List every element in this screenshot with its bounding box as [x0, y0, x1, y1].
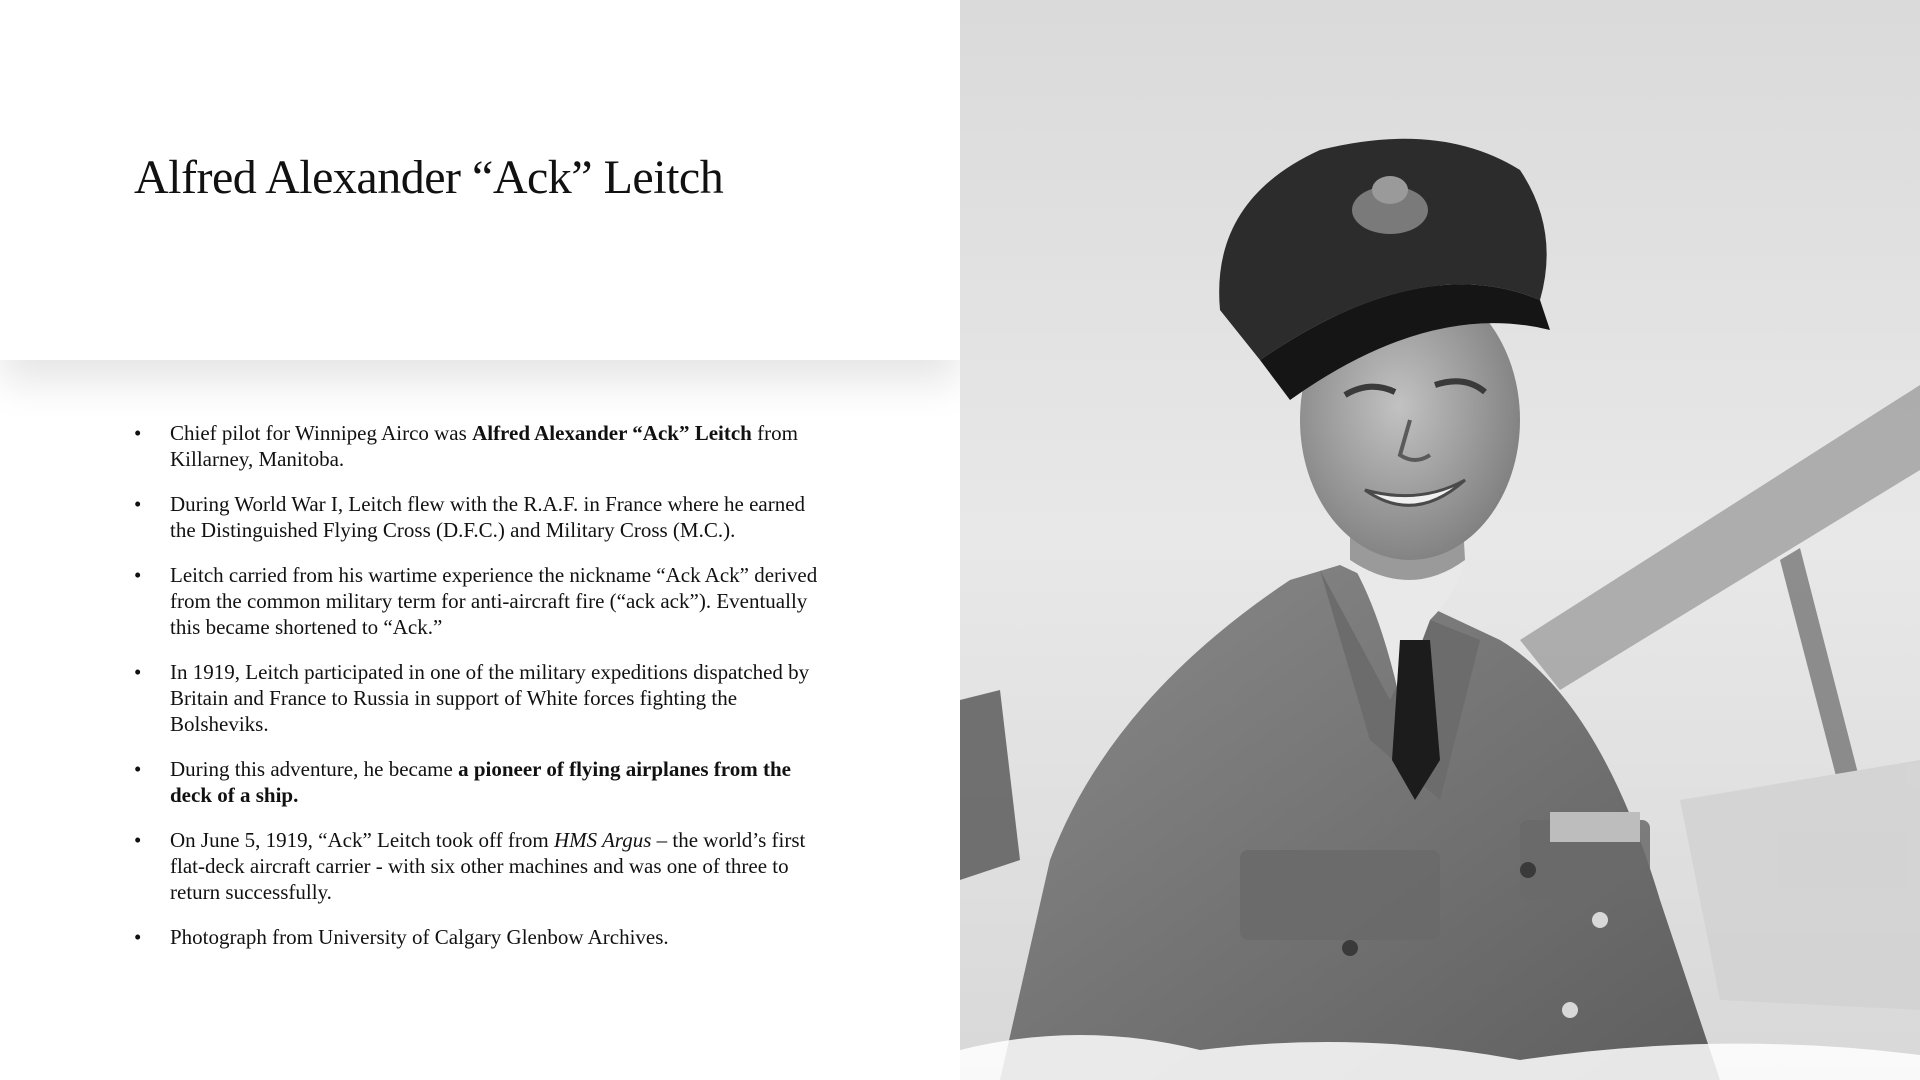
- bullet-text: a pioneer of flying airplanes from the deck of a ship.: [170, 757, 791, 807]
- bullet-list: [134, 420, 834, 969]
- bullet-text: Leitch carried from his wartime experience the nickname “Ack Ack” derived from the common military term for anti-aircraft fire (“ack ack”). Eventually this became shortened to “Ack.”: [170, 563, 818, 639]
- bullet-item: [134, 420, 834, 472]
- bullet-text: – the world’s first flat-deck aircraft carrier - with six other machines and was one of three to return successfully.: [170, 828, 806, 904]
- bullet-marker: •: [134, 660, 142, 684]
- bullet-marker: •: [134, 828, 142, 852]
- bullet-marker: •: [134, 563, 142, 587]
- slide-title: Alfred Alexander “Ack” Leitch: [134, 151, 724, 204]
- bullet-text: During this adventure, he became: [170, 757, 459, 781]
- bullet-item: [134, 491, 834, 543]
- bullet-text: During World War I, Leitch flew with the R.A.F. in France where he earned the Distinguished Flying Cross (D.F.C.) and Military Cross (M.C.).: [170, 492, 806, 542]
- portrait-photo: [960, 0, 1920, 1080]
- bullet-item: [134, 924, 834, 950]
- bullet-text: In 1919, Leitch participated in one of the military expeditions dispatched by Britain and France to Russia in support of White forces fighting the Bolsheviks.: [170, 660, 810, 736]
- bullet-text: On June 5, 1919, “Ack” Leitch took off from: [170, 828, 554, 852]
- bullet-item: [134, 562, 834, 640]
- bullet-text: from Killarney, Manitoba.: [170, 421, 798, 471]
- bullet-marker: •: [134, 925, 142, 949]
- bullet-text: Chief pilot for Winnipeg Airco was: [170, 421, 473, 445]
- portrait-illustration: [960, 0, 1920, 1080]
- bullet-marker: •: [134, 492, 142, 516]
- bullet-marker: •: [134, 757, 142, 781]
- title-band: [0, 0, 960, 360]
- bullet-item: [134, 827, 834, 905]
- bullet-marker: •: [134, 421, 142, 445]
- bullet-item: [134, 756, 834, 808]
- bullet-text: HMS Argus: [553, 828, 652, 852]
- bullet-item: [134, 659, 834, 737]
- bullet-text: Alfred Alexander “Ack” Leitch: [472, 421, 752, 445]
- bullet-text: Photograph from University of Calgary Glenbow Archives.: [170, 925, 669, 949]
